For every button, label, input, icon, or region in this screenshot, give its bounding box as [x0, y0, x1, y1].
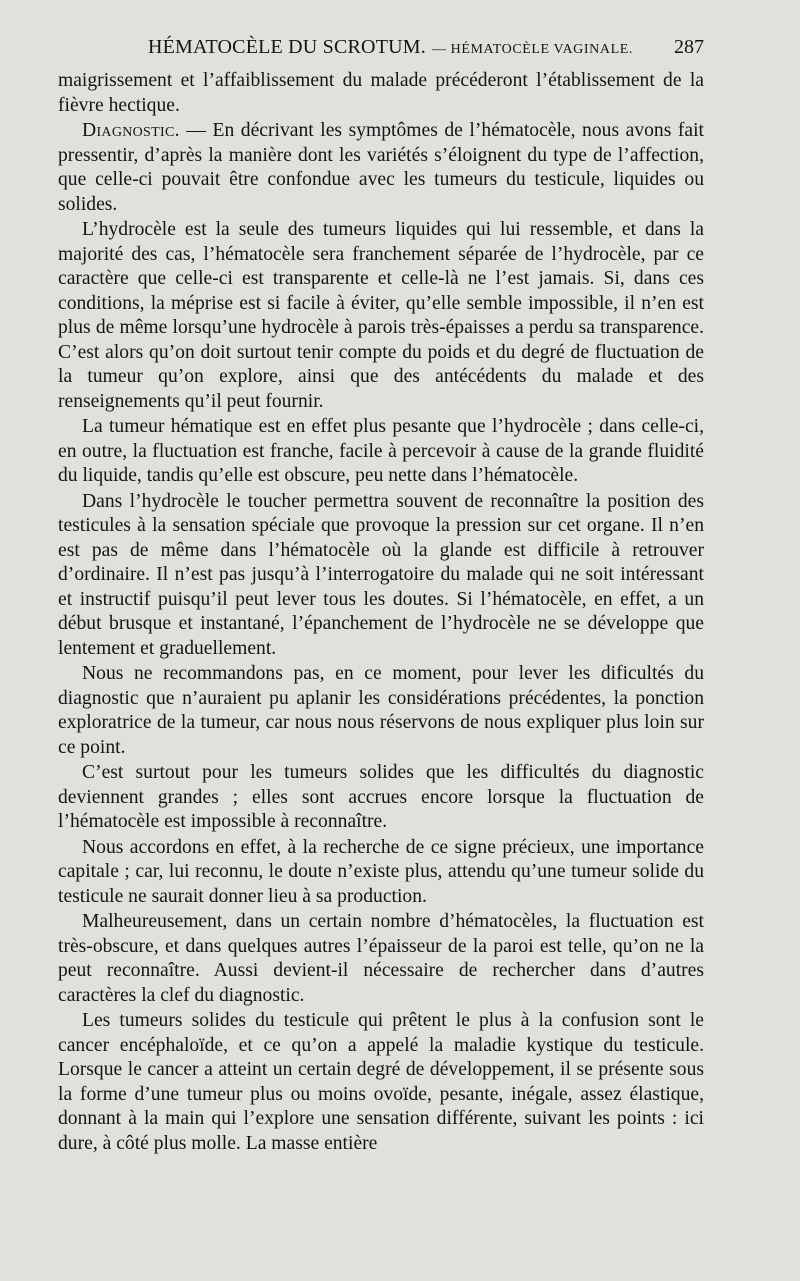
paragraph: [58, 1009, 704, 1156]
paragraph: [58, 836, 704, 910]
paragraph: [58, 490, 704, 662]
paragraph: [58, 218, 704, 414]
body-text: [58, 69, 704, 1156]
paragraph: [58, 119, 704, 217]
paragraph-text: Dans l’hydrocèle le toucher permettra souvent de reconnaître la position des testicules à la sensation spéciale que provoque la pression sur cet organe. Il n’en est pas de même dans l’hématocèle où la glande est difficile à retrouver d’ordinaire. Il n’est pas jusqu’à l’interrogatoire du malade qui ne soit intéressant et instructif puisqu’il peut lever tous les doutes. Si l’hématocèle, en effet, a un début brusque et instantané, l’épanchement de l’hydrocèle ne se développe que lentement et graduellement.: [58, 490, 704, 659]
paragraph: [58, 415, 704, 489]
paragraph-text: C’est surtout pour les tumeurs solides que les difficultés du diagnostic deviennent grandes ; elles sont accrues encore lorsque la fluctuation de l’hématocèle est impossible à reconnaître.: [58, 762, 704, 832]
paragraph-text: Malheureusement, dans un certain nombre d’hématocèles, la fluctuation est très-obscure, et dans quelques autres l’épaisseur de la paroi est telle, qu’on ne la peut reconnaître. Aussi devient-il nécessaire de rechercher dans d’autres caractères la clef du diagnostic.: [58, 911, 704, 1006]
paragraph-text: — En décrivant les symptômes de l’hématocèle, nous avons fait pressentir, d’après la manière dont les variétés s’éloignent du type de l’affection, que celle-ci pouvait être confondue avec les tumeurs du testicule, liquides ou solides.: [58, 120, 704, 215]
paragraph: [58, 662, 704, 760]
paragraph-text: Les tumeurs solides du testicule qui prêtent le plus à la confusion sont le cancer encéphaloïde, et ce qu’on a appelé la maladie kystique du testicule. Lorsque le cancer a atteint un certain degré de développement, il se présente sous la forme d’une tumeur plus ou moins ovoïde, pesante, inégale, assez élastique, donnant à la main qui l’explore une sensation différente, suivant les points : ici dure, à côté plus molle. La masse entière: [58, 1010, 704, 1154]
running-title-main: HÉMATOCÈLE DU SCROTUM.: [148, 36, 426, 58]
paragraph: [58, 761, 704, 835]
running-header: [60, 34, 704, 60]
paragraph-text: maigrissement et l’affaiblissement du malade précéderont l’établissement de la fièvre hectique.: [58, 70, 704, 116]
paragraph-text: L’hydrocèle est la seule des tumeurs liquides qui lui ressemble, et dans la majorité des cas, l’hématocèle sera franchement séparée de l’hydrocèle, par ce caractère que celle-ci est transparente et celle-là ne l’est jamais. Si, dans ces conditions, la méprise est si facile à éviter, qu’elle semble impossible, il n’en est plus de même lorsqu’une hydrocèle à parois très-épaisses a perdu sa transparence. C’est alors qu’on doit surtout tenir compte du poids et du degré de fluctuation de la tumeur qu’on explore, ainsi que des antécédents du malade et des renseignements qu’il peut fournir.: [58, 219, 704, 412]
section-heading: Diagnostic.: [82, 120, 180, 141]
paragraph-text: La tumeur hématique est en effet plus pesante que l’hydrocèle ; dans celle-ci, en outre, la fluctuation est franche, facile à percevoir à cause de la grande fluidité du liquide, tandis qu’elle est obscure, peu nette dans l’hématocèle.: [58, 416, 704, 486]
paragraph-text: Nous accordons en effet, à la recherche de ce signe précieux, une importance capitale ; car, lui reconnu, le doute n’existe plus, attendu qu’une tumeur solide du testicule ne saurait donner lieu à sa production.: [58, 836, 704, 907]
running-title: [148, 34, 633, 63]
page-number: 287: [674, 36, 704, 58]
paragraph: [58, 69, 704, 118]
paragraph-text: Nous ne recommandons pas, en ce moment, pour lever les dificultés du diagnostic que n’auraient pu aplanir les considérations précédentes, la ponction exploratrice de la tumeur, car nous nous réservons de nous expliquer plus loin sur ce point.: [58, 663, 704, 758]
running-title-sub: — HÉMATOCÈLE VAGINALE.: [431, 42, 633, 57]
paragraph: [58, 910, 704, 1008]
